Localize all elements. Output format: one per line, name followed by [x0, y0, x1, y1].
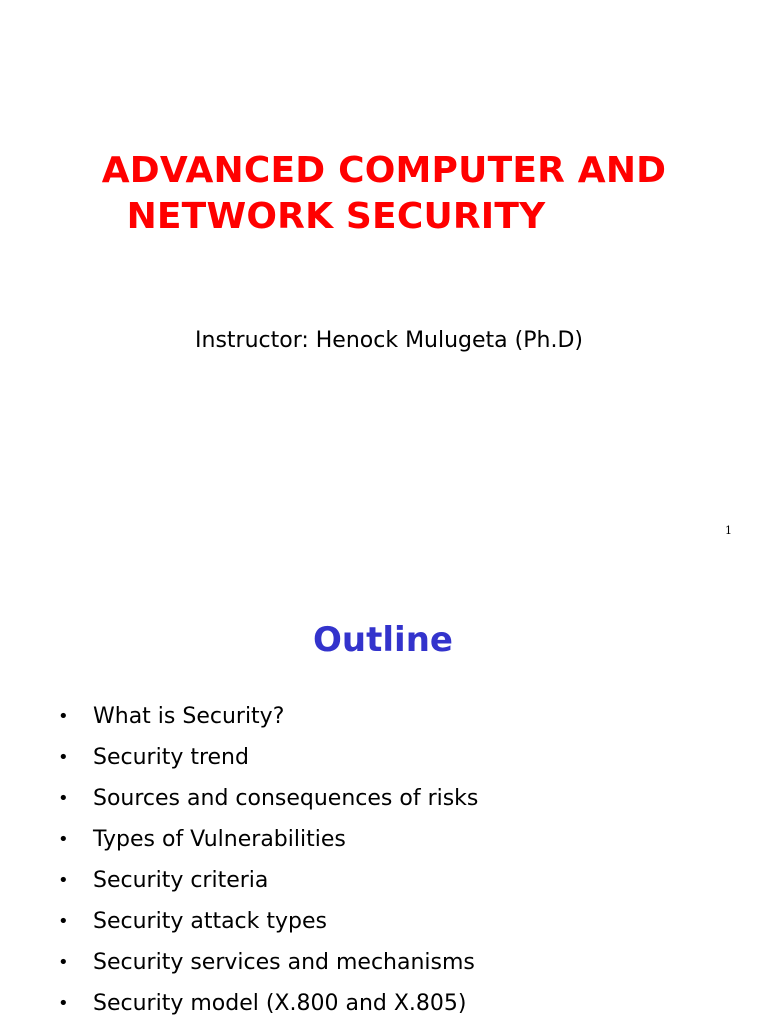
list-item [58, 983, 758, 1024]
list-item [58, 901, 758, 942]
list-item-text: Security trend [93, 745, 249, 770]
list-item [58, 860, 758, 901]
list-item-text: What is Security? [93, 704, 285, 729]
outline-list [58, 696, 758, 1024]
list-item-text: Types of Vulnerabilities [93, 827, 346, 852]
bullet-icon: • [58, 829, 69, 850]
list-item [58, 819, 758, 860]
bullet-icon: • [58, 747, 69, 768]
bullet-icon: • [58, 993, 69, 1014]
bullet-icon: • [58, 706, 69, 727]
list-item-text: Security services and mechanisms [93, 950, 475, 975]
list-item [58, 696, 758, 737]
bullet-icon: • [58, 911, 69, 932]
list-item-text: Sources and consequences of risks [93, 786, 479, 811]
bullet-icon: • [58, 788, 69, 809]
bullet-icon: • [58, 870, 69, 891]
list-item-text: Security criteria [93, 868, 269, 893]
list-item-text: Security model (X.800 and X.805) [93, 991, 467, 1016]
slide-number: 1 [725, 524, 732, 537]
list-item [58, 778, 758, 819]
list-item-text: Security attack types [93, 909, 327, 934]
slide-2 [0, 556, 768, 1024]
outline-heading: Outline [313, 620, 453, 660]
slide-title-line-2: NETWORK SECURITY [126, 196, 546, 237]
list-item [58, 942, 758, 983]
instructor-text: Instructor: Henock Mulugeta (Ph.D) [195, 328, 583, 353]
list-item [58, 737, 758, 778]
slide-title-line-1: ADVANCED COMPUTER AND [101, 150, 667, 191]
bullet-icon: • [58, 952, 69, 973]
slide-title [0, 148, 768, 240]
